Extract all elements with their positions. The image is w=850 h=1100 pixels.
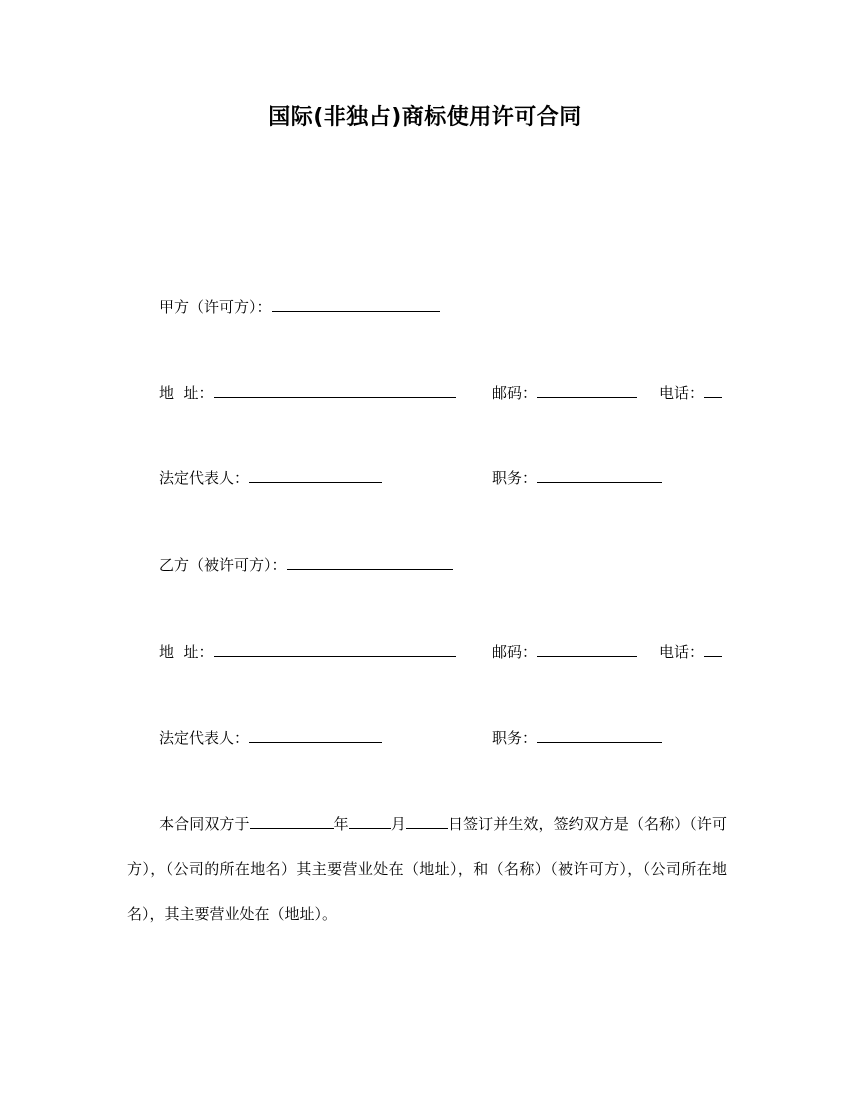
party-a-postcode-line bbox=[492, 383, 637, 403]
party-a-label: 甲方（许可方）： bbox=[159, 298, 272, 316]
sign-year-field[interactable] bbox=[250, 814, 334, 829]
party-a-legal-rep-line bbox=[159, 468, 382, 488]
party-a-name-field[interactable] bbox=[272, 297, 440, 312]
intro-paragraph bbox=[127, 802, 727, 937]
party-b-postcode-label: 邮码： bbox=[492, 643, 538, 661]
party-a-legal-rep-label: 法定代表人： bbox=[159, 469, 250, 487]
party-b-phone-label: 电话： bbox=[659, 643, 705, 661]
party-b-address-field[interactable] bbox=[214, 642, 456, 657]
party-b-postcode-line bbox=[492, 642, 637, 662]
party-b-postcode-field[interactable] bbox=[537, 642, 637, 657]
party-b-address-label: 地 址： bbox=[159, 643, 214, 661]
party-a-address-line bbox=[159, 383, 456, 403]
party-a-position-field[interactable] bbox=[537, 468, 662, 483]
party-a-position-label: 职务： bbox=[492, 469, 538, 487]
party-a-phone-label: 电话： bbox=[659, 384, 705, 402]
party-a-position-line bbox=[492, 468, 662, 488]
party-b-name-field[interactable] bbox=[287, 555, 453, 570]
party-b-position-label: 职务： bbox=[492, 729, 538, 747]
party-a-postcode-field[interactable] bbox=[537, 383, 637, 398]
party-b-address-line bbox=[159, 642, 456, 662]
party-a-legal-rep-field[interactable] bbox=[249, 468, 382, 483]
document-title: 国际(非独占)商标使用许可合同 bbox=[268, 105, 582, 130]
party-a-postcode-label: 邮码： bbox=[492, 384, 538, 402]
party-b-legal-rep-label: 法定代表人： bbox=[159, 729, 250, 747]
party-b-phone-field[interactable] bbox=[704, 642, 722, 657]
sign-day-field[interactable] bbox=[406, 814, 448, 829]
party-b-line bbox=[159, 555, 453, 575]
party-a-line bbox=[159, 297, 440, 317]
party-b-legal-rep-line bbox=[159, 728, 382, 748]
party-a-phone-line bbox=[659, 383, 722, 403]
party-b-position-line bbox=[492, 728, 662, 748]
party-b-label: 乙方（被许可方）： bbox=[159, 556, 287, 574]
intro-month-label: 月 bbox=[390, 815, 406, 833]
sign-month-field[interactable] bbox=[349, 814, 391, 829]
party-b-position-field[interactable] bbox=[537, 728, 662, 743]
party-a-address-field[interactable] bbox=[214, 383, 456, 398]
party-b-legal-rep-field[interactable] bbox=[249, 728, 382, 743]
intro-text-rest: 日签订并生效，签约双方是（名称）（许可方），（公司的所在地名）其主要营业处在（地址），和（名称）（被许可方），（公司所在地名），其主要营业处在（地址）。 bbox=[127, 815, 727, 923]
intro-year-label: 年 bbox=[333, 815, 349, 833]
intro-text-start: 本合同双方于 bbox=[159, 815, 250, 833]
party-a-address-label: 地 址： bbox=[159, 384, 214, 402]
party-a-phone-field[interactable] bbox=[704, 383, 722, 398]
party-b-phone-line bbox=[659, 642, 722, 662]
